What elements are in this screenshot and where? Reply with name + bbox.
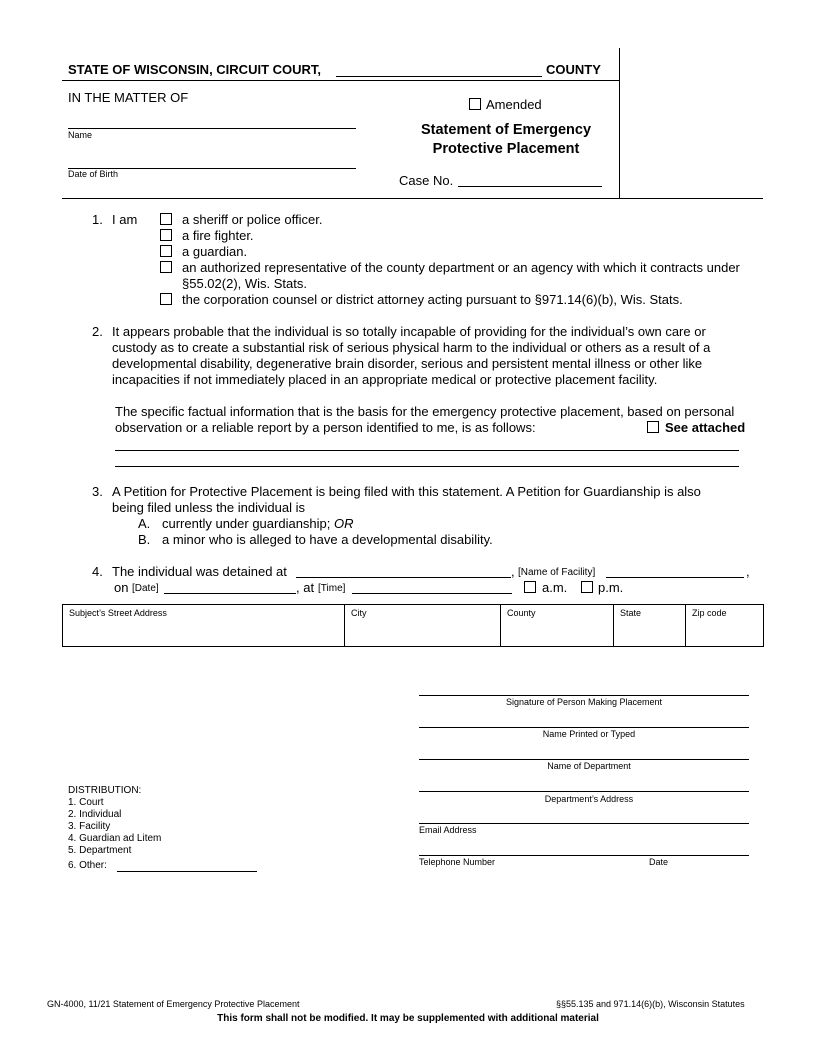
name-field[interactable] xyxy=(68,118,356,129)
corp-counsel-checkbox[interactable] xyxy=(160,293,172,305)
section-3-line1: A Petition for Protective Placement is being filed with this statement. A Petition for Guardianship is also xyxy=(112,484,701,499)
county-field[interactable] xyxy=(336,63,542,77)
name-printed-label: Name Printed or Typed xyxy=(542,729,636,739)
city-cell[interactable] xyxy=(345,605,501,647)
form-title-line1: Statement of Emergency xyxy=(420,122,592,138)
email-label: Email Address xyxy=(419,825,477,835)
date-label: [Date] xyxy=(132,583,159,594)
address-table xyxy=(62,604,764,647)
time-label: [Time] xyxy=(318,583,346,594)
case-no-label: Case No. xyxy=(399,173,454,188)
factual-info-line1: The specific factual information that is the basis for the emergency protective placement, based on personal xyxy=(115,404,735,419)
amended-checkbox[interactable] xyxy=(469,98,481,110)
form-title-line2: Protective Placement xyxy=(432,141,580,157)
signature-field[interactable] xyxy=(419,695,749,696)
section-3-line2: being filed unless the individual is xyxy=(112,500,305,515)
county-cell[interactable] xyxy=(501,605,614,647)
option-a-or: OR xyxy=(334,516,354,531)
department-name-label: Name of Department xyxy=(547,761,631,771)
county-label: COUNTY xyxy=(546,62,601,77)
telephone-label: Telephone Number xyxy=(419,857,496,867)
date-signed-label: Date xyxy=(649,857,669,867)
comma: , xyxy=(746,564,750,579)
statutes: §§55.135 and 971.14(6)(b), Wisconsin Statutes xyxy=(556,999,745,1009)
at-label: , at xyxy=(296,580,315,595)
state-label: State xyxy=(620,608,642,618)
state-cell[interactable] xyxy=(614,605,686,647)
county-rep-checkbox[interactable] xyxy=(160,261,172,273)
sheriff-checkbox[interactable] xyxy=(160,213,172,225)
section-1-number: 1. xyxy=(92,212,103,227)
distribution-item: 3. Facility xyxy=(68,821,111,832)
section-4-number: 4. xyxy=(92,564,103,579)
street-address-cell[interactable] xyxy=(63,605,345,647)
section-2-line: It appears probable that the individual is so totally incapable of providing for the individual’s own care or xyxy=(112,324,706,339)
form-id: GN-4000, 11/21 Statement of Emergency Protective Placement xyxy=(47,999,300,1009)
on-label: on xyxy=(114,580,129,595)
distribution-item: 2. Individual xyxy=(68,809,122,820)
see-attached-label: See attached xyxy=(665,420,746,435)
fire-fighter-checkbox[interactable] xyxy=(160,229,172,241)
option-b-label: B. xyxy=(138,532,151,547)
am-label: a.m. xyxy=(542,580,568,595)
facility-label: [Name of Facility] xyxy=(518,567,596,578)
comma: , xyxy=(511,564,515,579)
option-a-label: A. xyxy=(138,516,151,531)
section-2-line: custody as to create a substantial risk of serious physical harm to the individual or others as a result of a xyxy=(112,340,711,355)
county-label: County xyxy=(507,608,536,618)
option-a-text xyxy=(162,516,354,531)
guardian-checkbox[interactable] xyxy=(160,245,172,257)
see-attached-checkbox[interactable] xyxy=(647,421,659,433)
option-corp-counsel: the corporation counsel or district attorney acting pursuant to §971.14(6)(b), Wis. Stats. xyxy=(182,292,683,307)
option-b-text: a minor who is alleged to have a developmental disability. xyxy=(162,532,493,547)
distribution-title: DISTRIBUTION: xyxy=(68,785,142,796)
pm-checkbox[interactable] xyxy=(581,581,593,593)
distribution-item: 1. Court xyxy=(68,797,104,808)
section-2-line: developmental disability, degenerative brain disorder, serious and persistent mental illness or other like xyxy=(112,356,703,371)
header-rule xyxy=(62,80,619,81)
case-no-field[interactable] xyxy=(458,174,602,187)
city-label: City xyxy=(351,608,367,618)
department-name-field[interactable] xyxy=(419,759,749,760)
time-field[interactable] xyxy=(352,581,512,594)
zip-cell[interactable] xyxy=(686,605,764,647)
date-field[interactable] xyxy=(164,581,296,594)
distribution-item-other: 6. Other: xyxy=(68,860,107,871)
option-guardian: a guardian. xyxy=(182,244,248,259)
factual-info-field[interactable] xyxy=(115,450,739,451)
footer-notice: This form shall not be modified. It may be supplemented with additional material xyxy=(217,1013,599,1024)
am-checkbox[interactable] xyxy=(524,581,536,593)
header-bottom-rule xyxy=(62,198,763,199)
option-a-body: currently under guardianship; xyxy=(162,516,331,531)
section-2-number: 2. xyxy=(92,324,103,339)
option-county-rep-cont: §55.02(2), Wis. Stats. xyxy=(182,276,307,291)
section-2-line: incapacities if not immediately placed in an appropriate medical or protective placement facility. xyxy=(112,372,658,387)
email-field[interactable] xyxy=(419,855,749,856)
department-address-field[interactable] xyxy=(419,791,749,792)
in-the-matter-of: IN THE MATTER OF xyxy=(68,90,189,105)
facility-field[interactable] xyxy=(606,565,744,578)
department-address-label: Department’s Address xyxy=(544,794,634,804)
name-printed-field[interactable] xyxy=(419,727,749,728)
option-fire-fighter: a fire fighter. xyxy=(182,228,254,243)
signature-label: Signature of Person Making Placement xyxy=(505,697,663,707)
detained-text: The individual was detained at xyxy=(112,564,287,579)
zip-label: Zip code xyxy=(692,608,727,618)
dob-label: Date of Birth xyxy=(68,169,119,179)
street-address-label: Subject’s Street Address xyxy=(69,608,167,618)
pm-label: p.m. xyxy=(598,580,624,595)
department-address-field-2[interactable] xyxy=(419,823,749,824)
distribution-item: 5. Department xyxy=(68,845,132,856)
detained-location-field[interactable] xyxy=(296,565,511,578)
court-caption: STATE OF WISCONSIN, CIRCUIT COURT, xyxy=(68,62,322,77)
section-1-lead: I am xyxy=(112,212,138,227)
section-3-number: 3. xyxy=(92,484,103,499)
option-sheriff: a sheriff or police officer. xyxy=(182,212,323,227)
other-field[interactable] xyxy=(117,860,257,872)
factual-info-line2: observation or a reliable report by a person identified to me, is as follows: xyxy=(115,420,536,435)
factual-info-field[interactable] xyxy=(115,466,739,467)
option-county-rep: an authorized representative of the county department or an agency with which it contracts under xyxy=(182,260,740,275)
dob-field[interactable] xyxy=(68,158,356,169)
distribution-item: 4. Guardian ad Litem xyxy=(68,833,162,844)
name-label: Name xyxy=(68,130,93,140)
amended-label: Amended xyxy=(486,97,542,112)
